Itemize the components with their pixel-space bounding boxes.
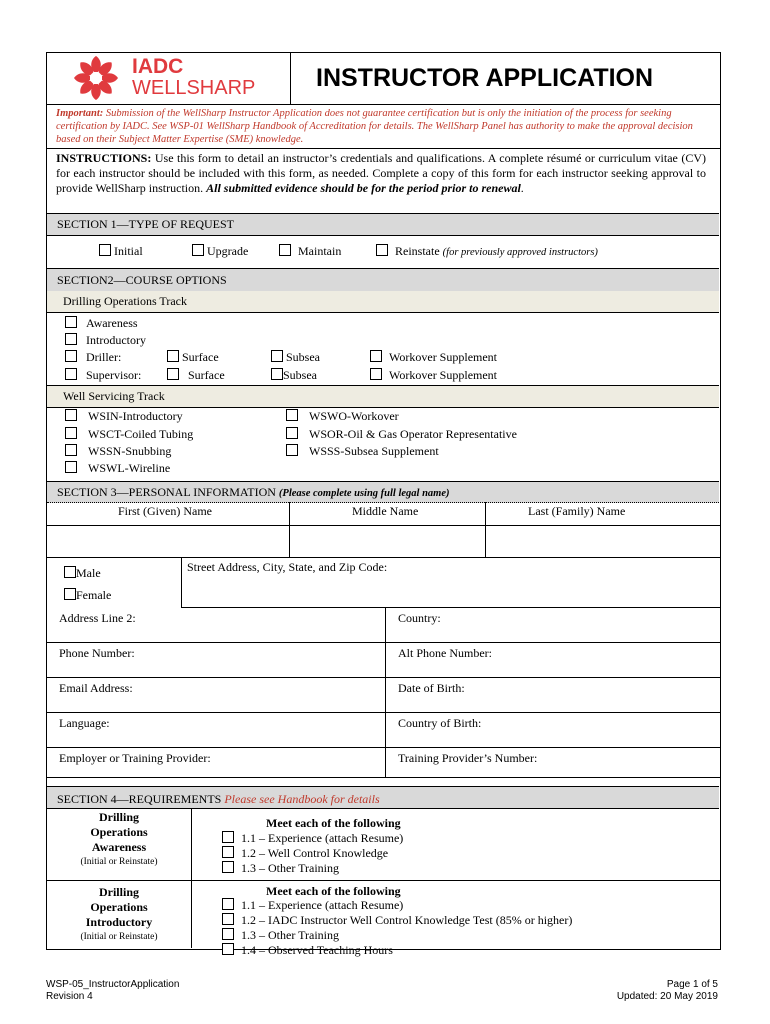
country-birth-label: Country of Birth: (398, 716, 482, 730)
instructions-emphasis: All submitted evidence should be for the period prior to renewal (206, 181, 521, 195)
instructions-end: . (520, 181, 524, 195)
block2-divider (191, 880, 192, 948)
driller-workover-label: Workover Supplement (389, 350, 498, 364)
female-option[interactable] (64, 588, 111, 603)
block2-line3: Introductory (85, 915, 153, 929)
alt-phone-label: Alt Phone Number: (398, 646, 492, 660)
maintain-label: Maintain (298, 244, 342, 258)
reinstate-checkbox[interactable] (376, 244, 388, 256)
driller-checkbox[interactable] (65, 350, 77, 362)
footer-page: Page 1 of 5 (666, 979, 718, 990)
block1-item1[interactable] (222, 831, 403, 846)
block2-course-label (48, 885, 190, 945)
supervisor-checkbox[interactable] (65, 368, 77, 380)
contact-divider (385, 607, 386, 777)
block1-divider (191, 808, 192, 880)
section3-title-row (57, 485, 450, 500)
block2-item4[interactable] (222, 943, 393, 958)
section4-title: SECTION 4—REQUIREMENTS (57, 792, 222, 806)
iadc-logo (66, 54, 276, 104)
wswo-checkbox[interactable] (286, 409, 298, 421)
first-name-label: First (Given) Name (118, 504, 212, 518)
wsor-checkbox[interactable] (286, 427, 298, 439)
block2-item1[interactable] (222, 898, 403, 913)
block2-item2-checkbox[interactable] (222, 913, 234, 925)
section2-title: SECTION2—COURSE OPTIONS (57, 273, 227, 287)
supervisor-surface-label: Surface (188, 368, 225, 382)
section3-header (47, 481, 719, 503)
option-initial[interactable] (99, 244, 143, 259)
address2-label: Address Line 2: (59, 611, 136, 625)
awareness-checkbox[interactable] (65, 316, 77, 328)
block1-item1-checkbox[interactable] (222, 831, 234, 843)
wsin-checkbox[interactable] (65, 409, 77, 421)
block1-item3-label: 1.3 – Other Training (241, 861, 340, 875)
upgrade-label: Upgrade (207, 244, 249, 258)
driller-label: Driller: (86, 350, 122, 364)
driller-subsea-option[interactable] (271, 350, 320, 365)
page-title: INSTRUCTOR APPLICATION (316, 64, 654, 92)
logo-wellsharp-text: WELLSHARP (132, 77, 256, 99)
block2-heading: Meet each of the following (266, 884, 401, 898)
employer-rule (46, 777, 721, 778)
middle-name-input[interactable] (290, 526, 484, 557)
maintain-checkbox[interactable] (279, 244, 291, 256)
wsct-option[interactable] (65, 427, 193, 442)
footer-updated: Updated: 20 May 2019 (616, 991, 718, 1002)
introductory-option[interactable] (65, 333, 146, 348)
reinstate-label: Reinstate (395, 244, 440, 258)
block1-item3[interactable] (222, 861, 339, 876)
block1-course-label (48, 810, 190, 870)
block1-item1-label: 1.1 – Experience (attach Resume) (241, 831, 404, 845)
wsct-label: WSCT-Coiled Tubing (88, 427, 194, 441)
block2-sub: (Initial or Reinstate) (80, 932, 158, 942)
wsss-option[interactable] (286, 444, 439, 459)
country-label: Country: (398, 611, 441, 625)
block1-line1: Drilling (98, 810, 139, 824)
female-label: Female (76, 588, 112, 602)
wswo-label: WSWO-Workover (309, 409, 399, 423)
block1-sub: (Initial or Reinstate) (80, 857, 158, 867)
reinstate-note: (for previously approved instructors) (442, 247, 598, 258)
supervisor-workover-label: Workover Supplement (389, 368, 498, 382)
block2-line2: Operations (90, 900, 148, 914)
instructions-label: INSTRUCTIONS: (56, 151, 152, 165)
drilling-track-bar (47, 291, 719, 313)
introductory-label: Introductory (86, 333, 146, 347)
section3-title: SECTION 3—PERSONAL INFORMATION (57, 485, 276, 499)
section1-title: SECTION 1—TYPE OF REQUEST (57, 217, 235, 231)
driller-workover-checkbox[interactable] (370, 350, 382, 362)
supervisor-label: Supervisor: (86, 368, 142, 382)
block2-item3-checkbox[interactable] (222, 928, 234, 940)
option-maintain[interactable] (279, 244, 341, 259)
block1-rule (46, 880, 721, 881)
block1-item2-label: 1.2 – Well Control Knowledge (241, 846, 389, 860)
supervisor-workover-option[interactable] (370, 368, 497, 383)
supervisor-subsea-checkbox[interactable] (271, 368, 283, 380)
street-address-label: Street Address, City, State, and Zip Code: (187, 560, 388, 574)
supervisor-option[interactable] (65, 368, 141, 383)
section2-header (47, 268, 719, 292)
wsor-option[interactable] (286, 427, 517, 442)
drilling-track-label: Drilling Operations Track (63, 294, 187, 308)
block2-item3[interactable] (222, 928, 339, 943)
block1-item2-checkbox[interactable] (222, 846, 234, 858)
wswl-checkbox[interactable] (65, 461, 77, 473)
wswl-option[interactable] (65, 461, 170, 476)
starburst-icon (66, 54, 126, 102)
last-name-label: Last (Family) Name (528, 504, 626, 518)
driller-workover-option[interactable] (370, 350, 497, 365)
first-name-input[interactable] (47, 526, 288, 557)
supervisor-workover-checkbox[interactable] (370, 368, 382, 380)
introductory-checkbox[interactable] (65, 333, 77, 345)
block1-line2: Operations (90, 825, 148, 839)
block2-item2[interactable] (222, 913, 572, 928)
block2-item3-label: 1.3 – Other Training (241, 928, 340, 942)
supervisor-subsea-option[interactable] (271, 368, 317, 383)
block1-item2[interactable] (222, 846, 388, 861)
block2-item4-checkbox[interactable] (222, 943, 234, 955)
wssn-option[interactable] (65, 444, 171, 459)
driller-surface-option[interactable] (167, 350, 219, 365)
block2-item1-checkbox[interactable] (222, 898, 234, 910)
important-rule (46, 148, 721, 149)
servicing-track-label: Well Servicing Track (63, 389, 165, 403)
street-address-input[interactable] (182, 576, 719, 606)
wsin-option[interactable] (65, 409, 183, 424)
wsss-checkbox[interactable] (286, 444, 298, 456)
logo-iadc-text: IADC (132, 55, 184, 78)
footer-doc-id: WSP-05_InstructorApplication (46, 979, 180, 990)
wssn-checkbox[interactable] (65, 444, 77, 456)
female-checkbox[interactable] (64, 588, 76, 600)
header-divider (290, 52, 291, 104)
driller-surface-label: Surface (182, 350, 219, 364)
section3-subtitle: (Please complete using full legal name) (278, 488, 450, 499)
name-row-rule (46, 557, 721, 558)
driller-option[interactable] (65, 350, 121, 365)
block1-item3-checkbox[interactable] (222, 861, 234, 873)
servicing-track-bar (47, 385, 719, 408)
section1-header (47, 213, 719, 236)
male-option[interactable] (64, 566, 101, 581)
address2-rule (46, 642, 721, 643)
wsin-label: WSIN-Introductory (88, 409, 183, 423)
block1-heading: Meet each of the following (266, 816, 401, 830)
driller-surface-checkbox[interactable] (167, 350, 179, 362)
important-label: Important: (56, 108, 104, 119)
language-label: Language: (59, 716, 110, 730)
option-upgrade[interactable] (192, 244, 248, 259)
phone-label: Phone Number: (59, 646, 135, 660)
instructions-paragraph (56, 151, 706, 196)
initial-checkbox[interactable] (99, 244, 111, 256)
upgrade-checkbox[interactable] (192, 244, 204, 256)
instructions-text: Use this form to detail an instructor’s credentials and qualifications. A complete résumé or curriculum vitae (CV) for each instructor should be included with this form, as needed. Complete a copy of this form for each instructor seeking approval to provide WellSharp instruction. (56, 151, 707, 195)
driller-subsea-checkbox[interactable] (271, 350, 283, 362)
employer-label: Employer or Training Provider: (59, 751, 211, 765)
section4-note: Please see Handbook for details (224, 792, 380, 806)
supervisor-subsea-label: Subsea (283, 368, 317, 382)
dob-label: Date of Birth: (398, 681, 465, 695)
street-rule (181, 607, 721, 608)
male-checkbox[interactable] (64, 566, 76, 578)
middle-name-label: Middle Name (352, 504, 419, 518)
section4-title-row (57, 792, 380, 807)
header-bottom-rule (46, 104, 721, 105)
wssn-label: WSSN-Snubbing (88, 444, 172, 458)
language-rule (46, 747, 721, 748)
awareness-option[interactable] (65, 316, 138, 331)
wswl-label: WSWL-Wireline (88, 461, 171, 475)
block2-item2-label: 1.2 – IADC Instructor Well Control Knowledge Test (85% or higher) (241, 913, 573, 927)
option-reinstate[interactable] (376, 244, 598, 259)
phone-rule (46, 677, 721, 678)
wsss-label: WSSS-Subsea Supplement (309, 444, 439, 458)
wswo-option[interactable] (286, 409, 399, 424)
email-rule (46, 712, 721, 713)
awareness-label: Awareness (86, 316, 138, 330)
email-label: Email Address: (59, 681, 133, 695)
supervisor-surface-checkbox[interactable] (167, 368, 179, 380)
important-notice (56, 107, 712, 146)
driller-subsea-label: Subsea (286, 350, 320, 364)
supervisor-surface-option[interactable] (167, 368, 225, 383)
male-label: Male (76, 566, 101, 580)
block2-item4-label: 1.4 – Observed Teaching Hours (241, 943, 393, 957)
provider-number-label: Training Provider’s Number: (398, 751, 538, 765)
wsct-checkbox[interactable] (65, 427, 77, 439)
section4-header (47, 786, 719, 809)
block1-line3: Awareness (91, 840, 147, 854)
block2-item1-label: 1.1 – Experience (attach Resume) (241, 898, 404, 912)
important-text: Submission of the WellSharp Instructor Application does not guarantee certification but is only the initiation of the process for seeking certification by IADC. See WSP-01 WellSharp Handbook of Accreditation for details. The WellSharp Panel has authority to make the approval decision based on their Subject Matter Expertise (SME) knowledge. (56, 108, 693, 145)
initial-label: Initial (114, 244, 143, 258)
block2-line1: Drilling (98, 885, 139, 899)
last-name-input[interactable] (486, 526, 719, 557)
footer-revision: Revision 4 (46, 991, 93, 1002)
wsor-label: WSOR-Oil & Gas Operator Representative (309, 427, 517, 441)
